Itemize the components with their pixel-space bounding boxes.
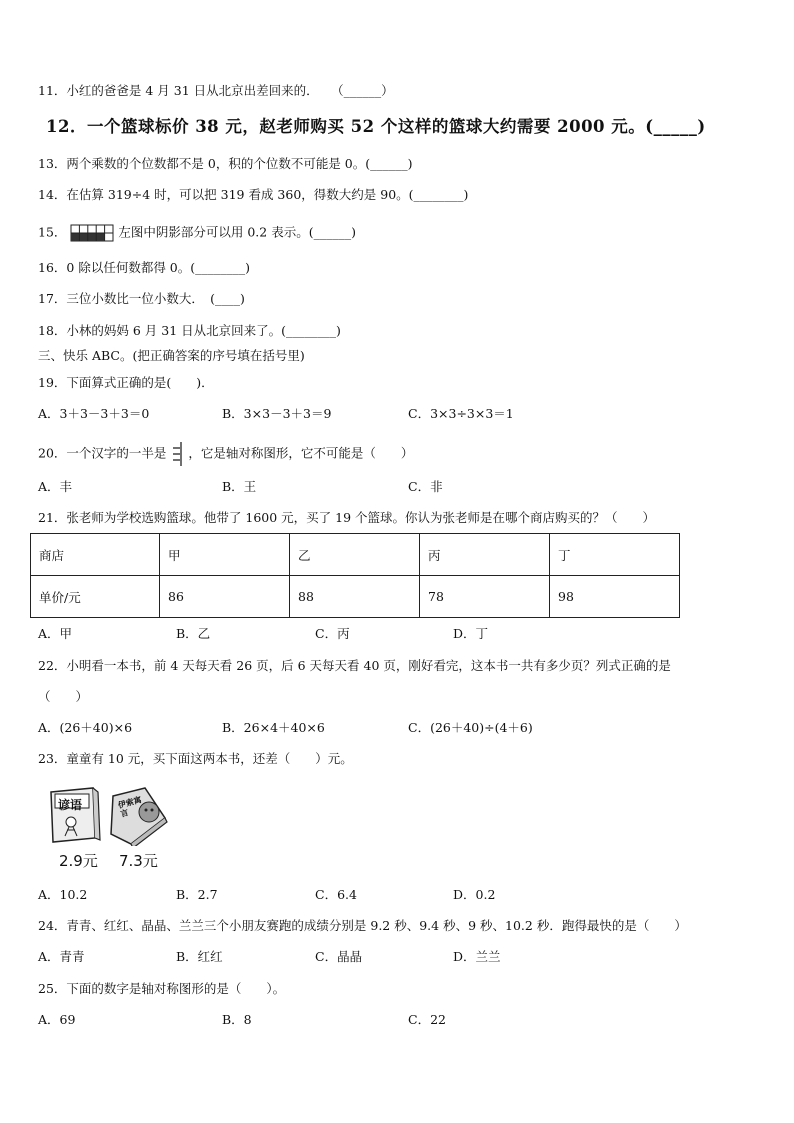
q24-option-c: C．晶晶 xyxy=(315,949,363,964)
q22-option-c: C．(26＋40)÷(4＋6) xyxy=(408,720,533,735)
table-cell: 甲 xyxy=(160,534,290,576)
q25-option-a: A．69 xyxy=(38,1012,76,1027)
q20-option-c: C．非 xyxy=(408,479,443,494)
question-15-text: 左图中阴影部分可以用 0.2 表示。(______) xyxy=(118,224,356,240)
q24-option-b: B．红红 xyxy=(176,949,223,964)
q23-option-a: A．10.2 xyxy=(38,887,88,902)
q23-option-d: D．0.2 xyxy=(453,887,496,902)
question-25: 25．下面的数字是轴对称图形的是（ ）。 xyxy=(38,981,286,996)
question-19: 19．下面算式正确的是( )． xyxy=(38,375,214,390)
question-23: 23．童童有 10 元，买下面这两本书，还差（ ）元。 xyxy=(38,751,353,766)
book-1-price: 2.9元 xyxy=(59,852,98,870)
q21-option-c: C．丙 xyxy=(315,626,350,641)
q23-option-b: B．2.7 xyxy=(176,887,218,902)
question-14: 14．在估算 319÷4 时，可以把 319 看成 360，得数大约是 90。(________) xyxy=(38,187,469,202)
table-header-row xyxy=(31,534,680,576)
q20-option-a: A．丰 xyxy=(38,479,73,494)
q25-option-b: B．8 xyxy=(222,1012,252,1027)
question-22-line-1: 22．小明看一本书，前 4 天每天看 26 页，后 6 天每天看 40 页，刚好看完，这本书一共有多少页？列式正确的是 xyxy=(38,658,671,673)
question-12: 12．一个篮球标价 38 元，赵老师购买 52 个这样的篮球大约需要 2000 元。(_____) xyxy=(46,117,706,136)
table-cell: 乙 xyxy=(290,534,420,576)
question-16: 16．0 除以任何数都得 0。(________) xyxy=(38,260,251,275)
question-11: 11．小红的爸爸是 4 月 31 日从北京出差回来的． （______） xyxy=(38,83,394,98)
book-2-title: 伊索寓言 xyxy=(117,795,143,819)
table-cell: 商店 xyxy=(31,534,160,576)
table-cell: 78 xyxy=(420,576,550,618)
shop-price-table xyxy=(30,533,680,618)
section-heading-3: 三、快乐 ABC。(把正确答案的序号填在括号里) xyxy=(38,348,305,363)
table-cell: 88 xyxy=(290,576,420,618)
q23-option-c: C．6.4 xyxy=(315,887,357,902)
book-1-title: 谚语 xyxy=(58,798,83,812)
table-cell: 98 xyxy=(550,576,680,618)
question-15-number: 15． xyxy=(38,224,67,240)
table-row xyxy=(31,576,680,618)
q19-option-c: C．3×3÷3×3＝1 xyxy=(408,406,514,421)
q24-option-a: A．青青 xyxy=(38,949,85,964)
question-20-suffix: ，它是轴对称图形，它不可能是（ ） xyxy=(188,445,414,461)
question-22-line-2: （ ） xyxy=(38,689,89,704)
question-15 xyxy=(38,224,356,242)
q24-option-d: D．兰兰 xyxy=(453,949,501,964)
book-2-price: 7.3元 xyxy=(119,852,158,870)
question-13: 13．两个乘数的个位数都不是 0，积的个位数不可能是 0。(______) xyxy=(38,156,413,171)
q19-option-b: B．3×3－3＋3＝9 xyxy=(222,406,332,421)
q20-option-b: B．王 xyxy=(222,479,257,494)
question-18: 18．小林的妈妈 6 月 31 日从北京回来了。(________) xyxy=(38,323,341,338)
question-20 xyxy=(38,442,413,466)
half-character-icon xyxy=(170,442,184,466)
question-24: 24．青青、红红、晶晶、兰兰三个小朋友赛跑的成绩分别是 9.2 秒、9.4 秒、9 秒、10.2 秒．跑得最快的是（ ） xyxy=(38,918,687,933)
q25-option-c: C．22 xyxy=(408,1012,446,1027)
q19-option-a: A．3＋3－3＋3＝0 xyxy=(38,406,150,421)
books-illustration xyxy=(45,784,175,870)
table-cell: 丁 xyxy=(550,534,680,576)
q21-option-d: D．丁 xyxy=(453,626,489,641)
question-20-prefix: 20．一个汉字的一半是 xyxy=(38,445,167,461)
table-cell: 单价/元 xyxy=(31,576,160,618)
table-cell: 丙 xyxy=(420,534,550,576)
q21-option-a: A．甲 xyxy=(38,626,73,641)
shaded-grid-icon xyxy=(70,224,114,242)
q22-option-b: B．26×4＋40×6 xyxy=(222,720,325,735)
question-21: 21．张老师为学校选购篮球。他带了 1600 元，买了 19 个篮球。你认为张老师是在哪个商店购买的？（ ） xyxy=(38,510,656,525)
q21-option-b: B．乙 xyxy=(176,626,211,641)
table-cell: 86 xyxy=(160,576,290,618)
question-17: 17．三位小数比一位小数大． (____) xyxy=(38,291,245,306)
q22-option-a: A．(26＋40)×6 xyxy=(38,720,133,735)
book-icons xyxy=(45,784,175,846)
